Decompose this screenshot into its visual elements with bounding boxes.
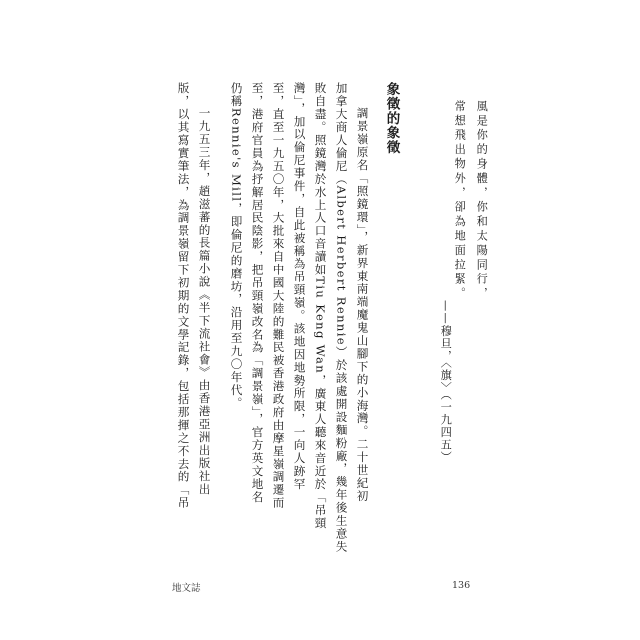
- body-line: 灣」，加以倫尼事件，自此被稱為吊頸嶺。該地因地勢所限，一向人跡罕: [292, 82, 307, 491]
- epigraph-attribution: ——穆旦，〈旗〉（一九四五）: [439, 300, 453, 464]
- section-title: 象徵的象徵: [383, 82, 400, 155]
- footer-book-title: 地文誌: [172, 583, 201, 594]
- body-line: 版，以其寫實筆法，為調景嶺留下初期的文學記錄，包括那揮之不去的「吊: [176, 82, 191, 510]
- body-line: 至，港府官員為抒解居民陰影，把吊頸嶺改名為「調景嶺」，官方英文地名: [250, 82, 265, 504]
- epigraph-line: 常想飛出物外，卻為地面拉緊。: [453, 100, 467, 302]
- page-number: 136: [452, 580, 471, 591]
- body-line: 仍稱Rennie's Mill，即倫尼的磨坊，沿用至九〇年代。: [229, 82, 244, 410]
- epigraph-line: 風是你的身體，你和太陽同行，: [475, 100, 489, 302]
- body-line: 加拿大商人倫尼（Albert Herbert Rennie）於該處開設麵粉廠，幾年後生意失: [334, 82, 349, 554]
- body-line: 調景嶺原名「照鏡環」，新界東南端魔鬼山腳下的小海灣。二十世紀初: [355, 107, 370, 503]
- body-line: 敗自盡。照鏡灣於水上人口音讀如Tiu Keng Wan，廣東人聽來音近於「吊頸: [313, 82, 328, 530]
- body-line: 一九五三年，趙滋蕃的長篇小說《半下流社會》由香港亞洲出版社出: [197, 107, 212, 496]
- body-line: 至，直至一九五〇年，大批來自中國大陸的難民被香港政府由摩星嶺調遷而: [271, 82, 286, 510]
